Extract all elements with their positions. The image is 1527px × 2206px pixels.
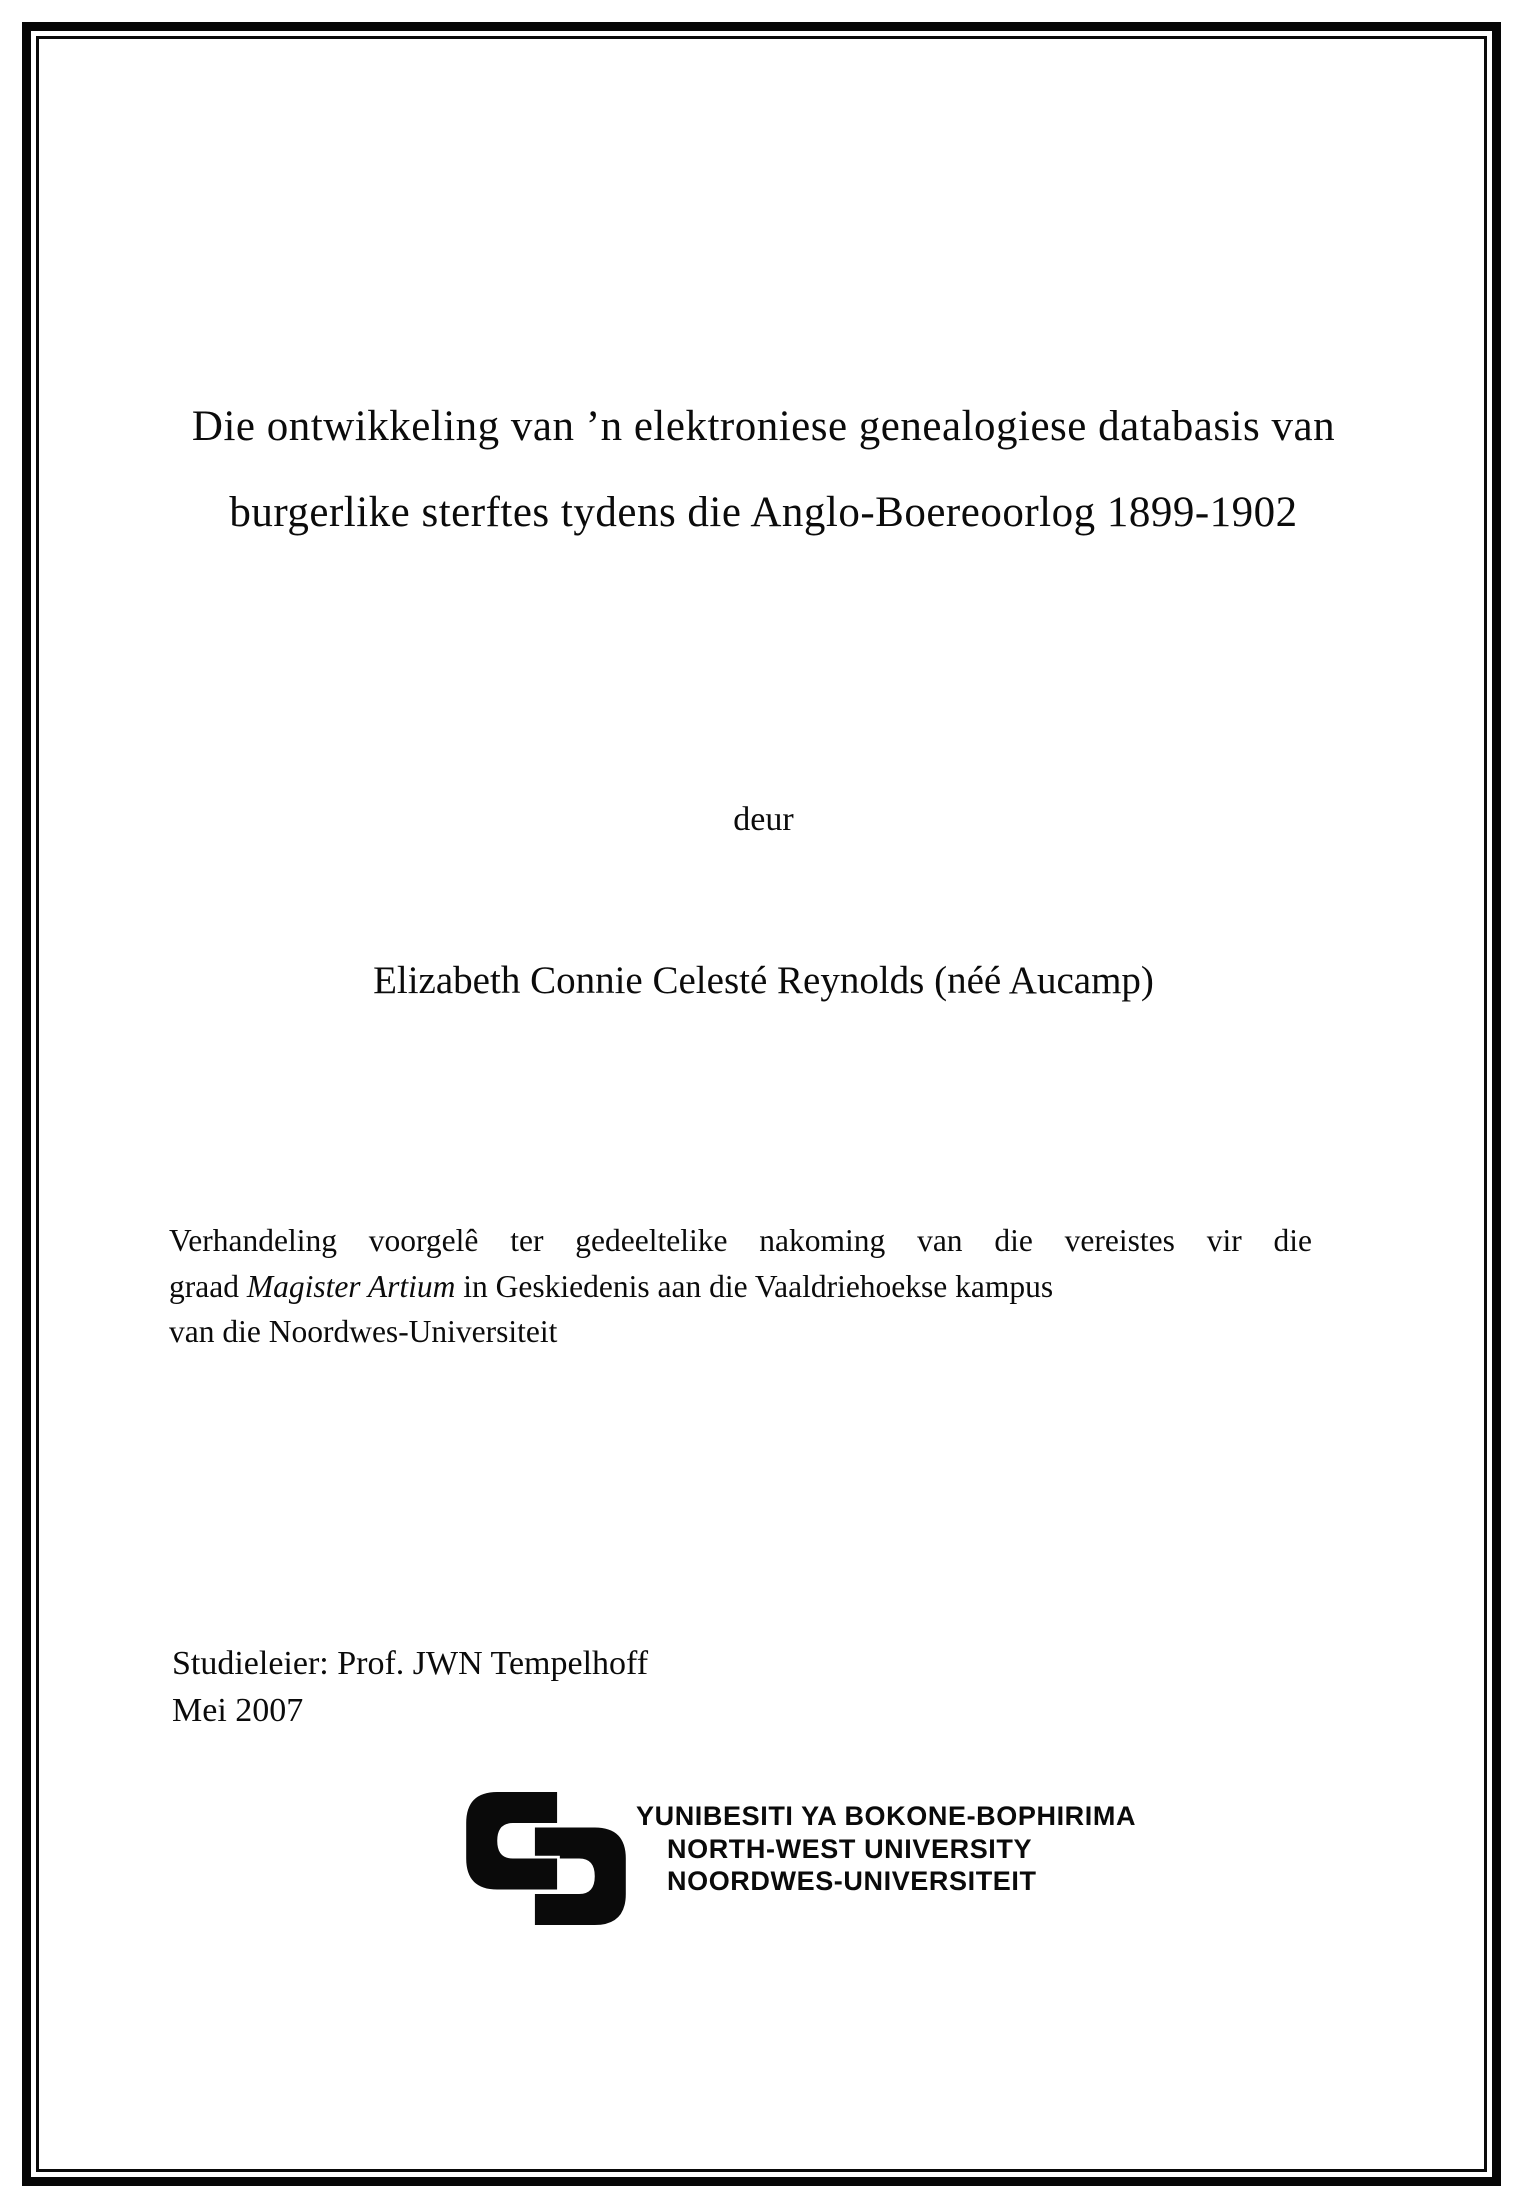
logo-text-english: NORTH-WEST UNIVERSITY (667, 1833, 1033, 1864)
degree-statement-line2 (169, 1264, 1312, 1310)
degree-name-italic: Magister Artium (246, 1268, 456, 1304)
logo-text-afrikaans: NOORDWES-UNIVERSITEIT (667, 1866, 1037, 1896)
university-logo-text (636, 1800, 1136, 1898)
degree-statement-line1: Verhandeling voorgelê ter gedeeltelike nakoming van die vereistes vir die (169, 1223, 1312, 1258)
thesis-title-line1: Die ontwikkeling van ’n elektroniese genealogiese databasis van (191, 403, 1336, 450)
date-line: Mei 2007 (172, 1692, 304, 1729)
degree-statement-line2-pre: graad (169, 1268, 247, 1304)
university-logo (466, 1792, 1136, 1925)
degree-statement-line2-post: in Geskiedenis aan die Vaaldriehoekse kampus (455, 1268, 1054, 1304)
supervisor-block (172, 1640, 648, 1734)
nwu-interlocked-links-icon (466, 1792, 626, 1925)
degree-statement (169, 1218, 1312, 1355)
supervisor-line: Studieleier: Prof. JWN Tempelhoff (172, 1645, 649, 1682)
author-name: Elizabeth Connie Celesté Reynolds (néé Aucamp) (373, 959, 1154, 1002)
thesis-title-line2: burgerlike sterftes tydens die Anglo-Boereoorlog 1899-1902 (229, 489, 1298, 536)
byline: deur (733, 801, 794, 838)
degree-statement-line3: van die Noordwes-Universiteit (169, 1314, 558, 1349)
logo-text-setswana: YUNIBESITI YA BOKONE-BOPHIRIMA (636, 1801, 1137, 1831)
thesis-title (90, 384, 1437, 556)
